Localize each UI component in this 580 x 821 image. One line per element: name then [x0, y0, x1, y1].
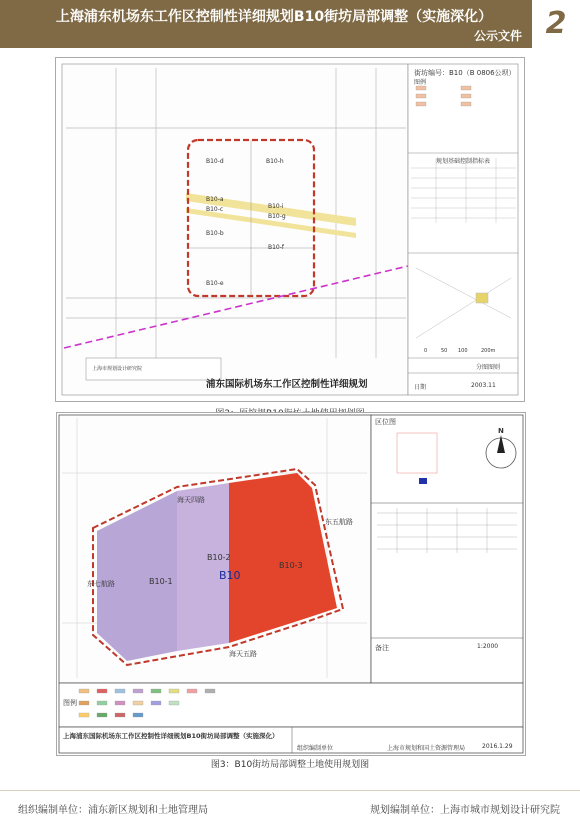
scale-tick: 100	[458, 348, 468, 354]
block-label: B10-e	[206, 280, 224, 287]
figure-original-plan	[55, 57, 525, 402]
plan-title: 上海浦东国际机场东工作区控制性详细规划B10街坊局部调整（实施深化）	[63, 732, 279, 740]
scale-tick: 50	[441, 348, 448, 354]
date-value: 2016.1.29	[482, 743, 513, 750]
adjusted-plan-map	[57, 413, 525, 755]
page-subtitle: 公示文件	[473, 29, 522, 43]
date-value: 2003.11	[471, 382, 496, 389]
block-label: B10-i	[268, 203, 284, 210]
date-label: 日期	[414, 384, 427, 391]
block-label: B10-a	[206, 196, 224, 203]
approve-label: 上海市规划和国土资源管理局	[387, 745, 466, 752]
block-label: B10-c	[206, 206, 224, 213]
footer-planner: 规划编制单位：上海市城市规划设计研究院	[370, 805, 560, 816]
block-label: B10-b	[206, 230, 224, 237]
road-label: 东五航路	[325, 518, 353, 526]
scale-value: 1:2000	[477, 643, 499, 650]
plan-title: 浦东国际机场东工作区控制性详细规划	[206, 379, 368, 390]
scale-tick: 200m	[481, 348, 496, 354]
footer-organizer: 组织编制单位：浦东新区规划和土地管理局	[18, 805, 208, 816]
page-number-box	[530, 0, 580, 48]
page-number: 2	[545, 6, 567, 41]
notes-label: 备注	[375, 644, 389, 652]
block-label: B10-1	[149, 577, 173, 586]
figure-adjusted-plan	[56, 412, 526, 756]
road-label: 海天五路	[229, 650, 257, 658]
block-main-label: B10	[219, 569, 241, 582]
scale-label: 分图图则	[476, 364, 501, 371]
block-label: B10-d	[206, 158, 224, 165]
block-label: B10-3	[279, 561, 303, 570]
footer-divider	[0, 790, 580, 791]
company-name: 上海市规划设计研究院	[92, 366, 143, 372]
road-label: 海天四路	[177, 496, 205, 504]
location-label: 区位图	[375, 418, 396, 426]
org-label: 组织编制单位	[297, 745, 334, 752]
page-title: 上海浦东机场东工作区控制性详细规划B10街坊局部调整（实施深化）	[55, 9, 493, 25]
unit-code: 街坊编号：B10（B 0806公坝）	[414, 69, 516, 77]
figure2-caption: 图3：B10街坊局部调整土地使用规划图	[210, 760, 370, 770]
block-label: B10-g	[268, 213, 286, 220]
block-label: B10-2	[207, 553, 231, 562]
header-bar	[0, 0, 580, 48]
block-label: B10-h	[266, 158, 284, 165]
road-label: 东七航路	[87, 580, 115, 588]
legend-label: 图例	[63, 699, 77, 707]
table-title: 规划基础控制指标表	[436, 158, 491, 165]
compass-label: N	[498, 427, 504, 435]
legend-title: 图例	[414, 79, 427, 86]
original-plan-map	[56, 58, 524, 401]
scale-tick: 0	[424, 348, 428, 354]
block-label: B10-f	[268, 244, 285, 251]
